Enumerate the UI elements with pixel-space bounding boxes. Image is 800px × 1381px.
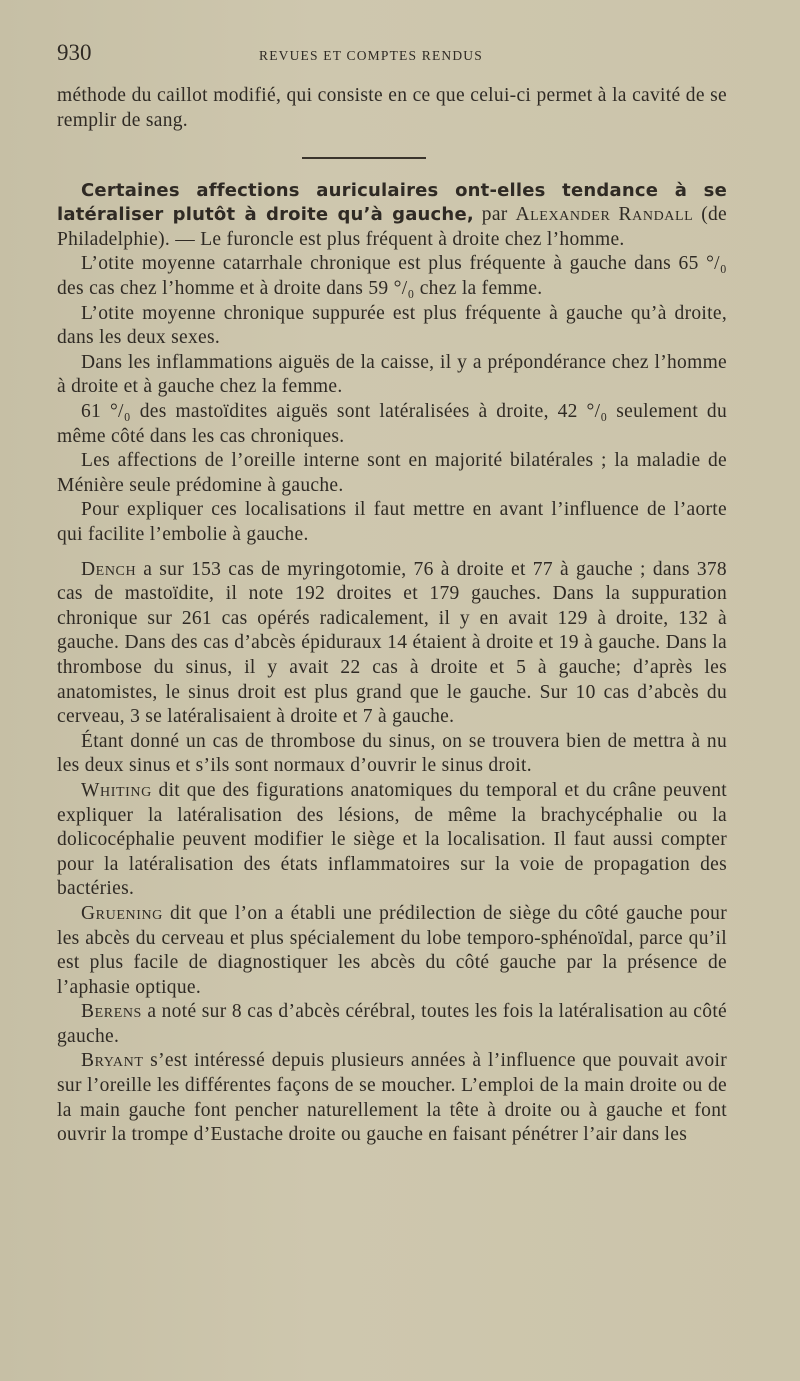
article-paragraph: L’otite moyenne chronique suppurée est plus fréquente à gauche qu’à droite, dans les deux sexes. (57, 302, 727, 349)
article-author: Alexander Randall (515, 204, 694, 226)
article-paragraph: Dans les inflammations aiguës de la caisse, il y a prépondérance chez l’homme à droite et à gauche chez la femme. (57, 351, 727, 398)
discussion-paragraph (57, 1000, 727, 1049)
page-number: 930 (57, 40, 92, 65)
discussant-name: Berens (81, 1001, 142, 1023)
discussant-name: Whiting (81, 779, 152, 801)
article-paragraph: Pour expliquer ces localisations il faut mettre en avant l’influence de l’aorte qui facilite l’embolie à gauche. (57, 499, 727, 545)
discussant-name: Bryant (81, 1050, 144, 1072)
section-divider (302, 157, 426, 159)
discussion-text: dit que l’on a établi une prédilection de siège du côté gauche pour les abcès du cerveau et plus spécialement du lobe temporo-sphénoïdal, parce qu’il est plus facile de diagnostiquer les abcès du côté gauche par la présence de l’aphasie optique. (57, 902, 727, 998)
article-paragraph: L’otite moyenne catarrhale chronique est plus fréquente à gauche dans 65 °/₀ des cas chez l’homme et à droite dans 59 °/₀ chez la femme. (57, 253, 727, 300)
intro-paragraph: méthode du caillot modifié, qui consiste en ce que celui-ci permet à la cavité de se remplir de sang. (57, 85, 727, 131)
page-header (57, 40, 727, 70)
discussion-paragraph (57, 902, 727, 1000)
discussion-paragraph (57, 779, 727, 902)
article-paragraph: Les affections de l’oreille interne sont en majorité bilatérales ; la maladie de Ménière seule prédomine à gauche. (57, 450, 727, 496)
discussion-text: Étant donné un cas de thrombose du sinus, on se trouvera bien de mettra à nu les deux sinus et s’ils sont normaux d’ouvrir le sinus droit. (57, 730, 727, 777)
discussant-name: Dench (81, 558, 137, 580)
byline-prefix: par (473, 204, 516, 226)
discussion-text: dit que des figurations anatomiques du temporal et du crâne peuvent expliquer la latéralisation des lésions, de même la brachycéphalie ou la dolicocéphalie peuvent modifier le siège et la localisation. Il faut aussi compter pour la latéralisation des états inflammatoires sur la voie de propagation des bactéries. (57, 779, 727, 900)
discussion-paragraph (57, 1049, 727, 1147)
discussion-text: s’est intéressé depuis plusieurs années à l’influence que pouvait avoir sur l’oreille les différentes façons de se moucher. L’emploi de la main droite ou de la main gauche font pencher naturellement la tête à droite ou à gauche et font ouvrir la trompe d’Eustache droite ou gauche en faisant pénétrer l’air dans les (57, 1050, 727, 1146)
discussant-name: Gruening (81, 902, 163, 924)
article-title: Certaines affections auriculaires ont-elles tendance à se latéraliser plutôt à droite qu’à gauche, (57, 179, 727, 226)
discussion-paragraph (57, 558, 727, 730)
discussion-block (57, 558, 727, 1148)
article-paragraph: 61 °/₀ des mastoïdites aiguës sont latéralisées à droite, 42 °/₀ seulement du même côté dans les cas chroniques. (57, 401, 727, 447)
running-head: REVUES ET COMPTES RENDUS (259, 48, 483, 63)
page-content (57, 40, 727, 1148)
article-block (57, 179, 727, 548)
discussion-text: a sur 153 cas de myringotomie, 76 à droite et 77 à gauche ; dans 378 cas de mastoïdite, il note 192 droites et 179 gauches. Dans la suppuration chronique sur 261 cas opérés radicalement, il y en avait 129 à droite, 132 à gauche. Dans des cas d’abcès épiduraux 14 étaient à droite et 19 à gauche. Dans la thrombose du sinus, il y avait 22 cas à droite et 5 à gauche; d’après les anatomistes, le sinus droit est plus grand que le gauche. Sur 10 cas d’abcès du cerveau, 3 se latéralisaient à droite et 7 à gauche. (57, 558, 727, 728)
article-lead: (de Philadelphie). — Le furoncle est plus fréquent à droite chez l’homme. (57, 204, 728, 250)
spacer (57, 548, 727, 558)
article-title-paragraph (57, 179, 727, 253)
discussion-text: a noté sur 8 cas d’abcès cérébral, toutes les fois la latéralisation au côté gauche. (57, 1001, 727, 1047)
discussion-paragraph (57, 730, 727, 779)
